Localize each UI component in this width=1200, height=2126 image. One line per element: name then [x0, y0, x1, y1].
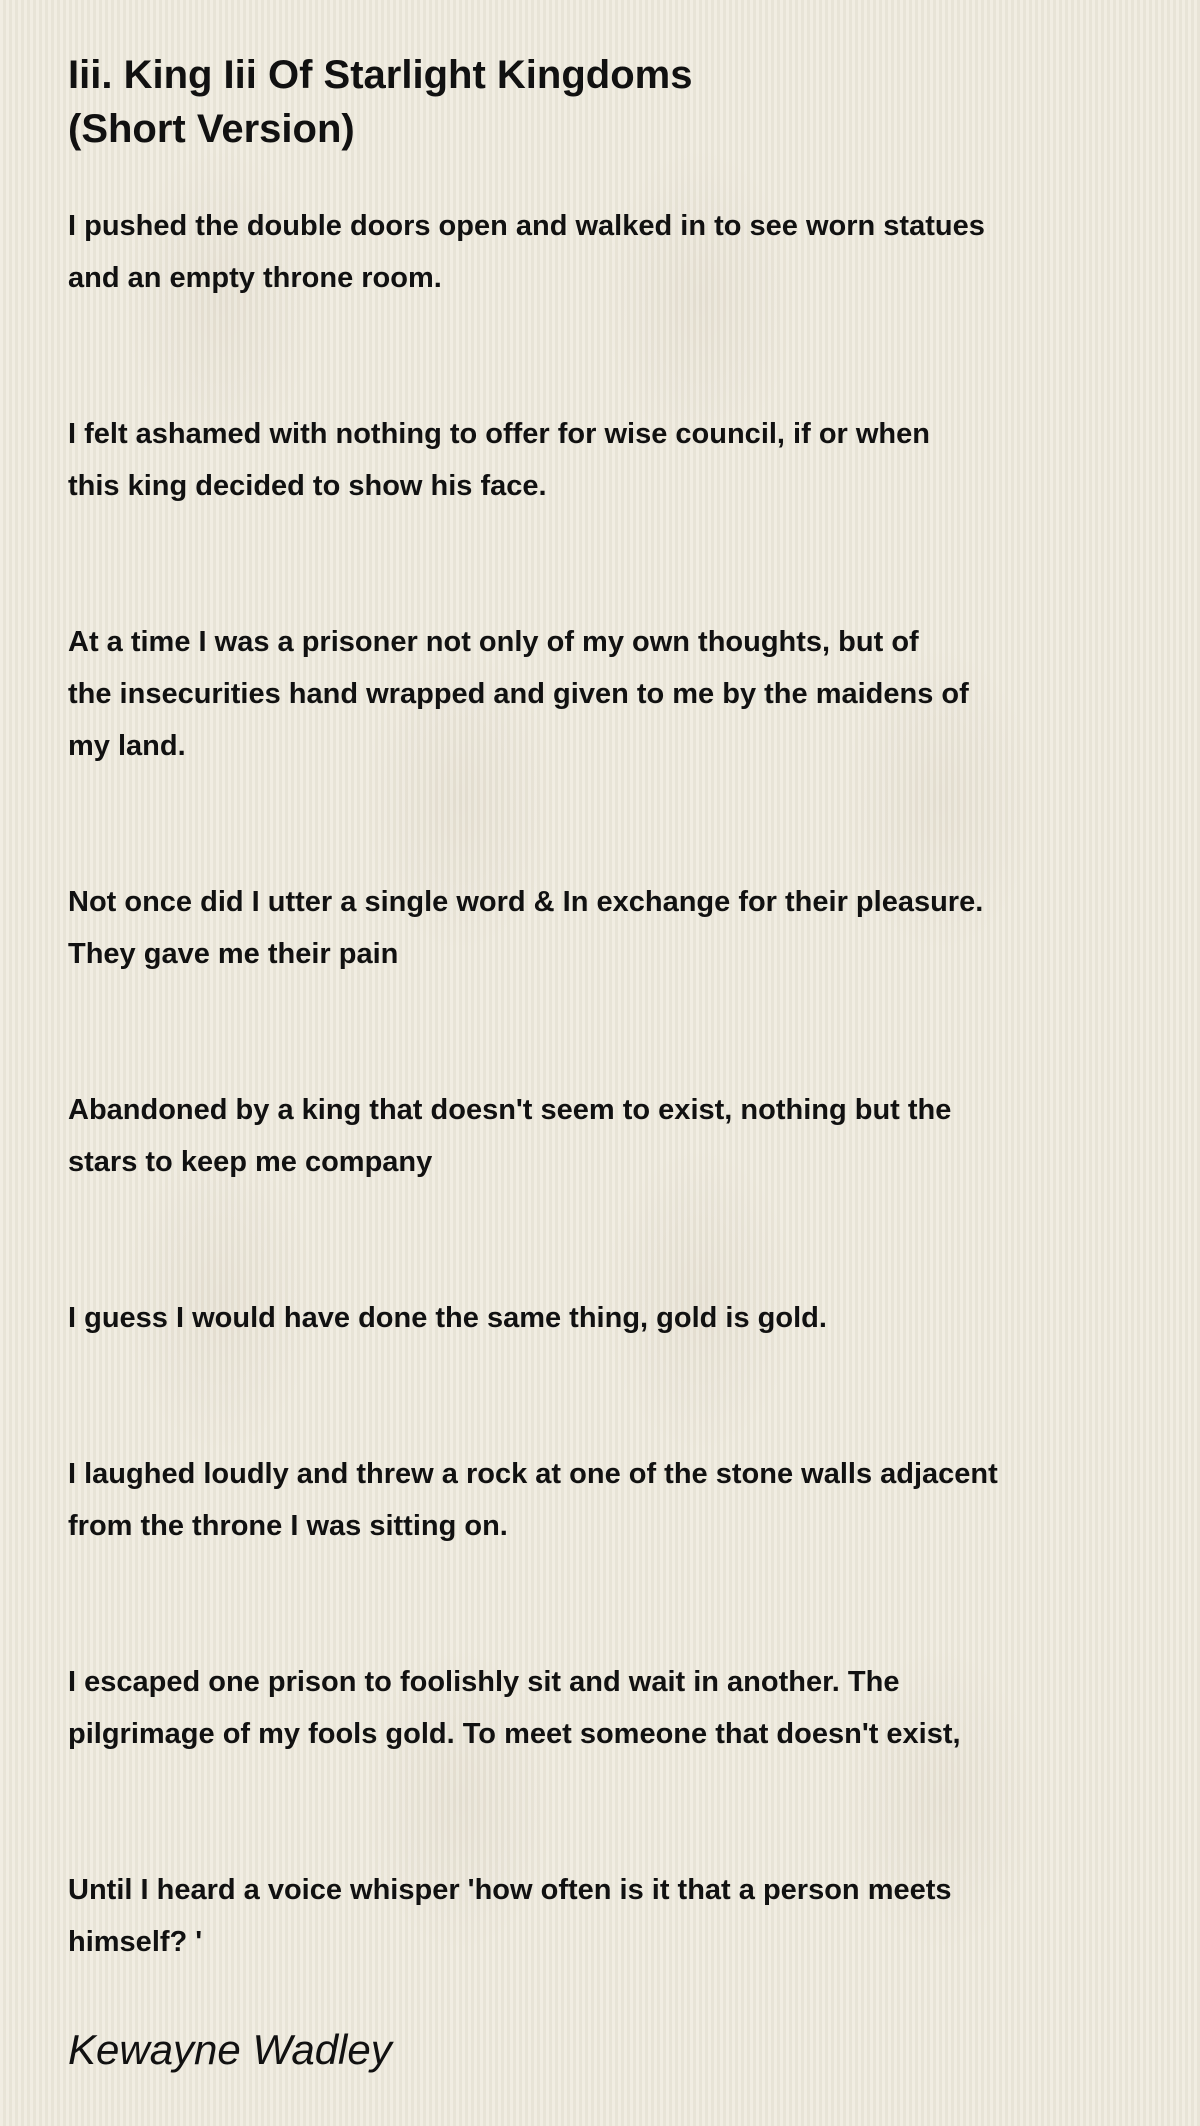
stanza-line: I laughed loudly and threw a rock at one of the stone walls adjacent: [68, 1458, 998, 1490]
stanza-line: They gave me their pain: [68, 938, 399, 970]
stanza-line: I pushed the double doors open and walked in to see worn statues: [68, 210, 985, 242]
stanza-line: and an empty throne room.: [68, 262, 442, 294]
stanza-line: I guess I would have done the same thing, gold is gold.: [68, 1302, 827, 1334]
stanza-line: my land.: [68, 730, 186, 762]
poem-author: Kewayne Wadley: [68, 2026, 392, 2073]
stanza-line: himself? ': [68, 1926, 203, 1958]
stanza: [68, 408, 1148, 512]
stanza: [68, 1448, 1148, 1552]
stanza: [68, 1864, 1148, 1968]
poem-container: [68, 48, 1148, 1968]
stanza: [68, 616, 1148, 772]
stanza-line: I felt ashamed with nothing to offer for wise council, if or when: [68, 418, 930, 450]
stanza: [68, 1292, 1148, 1344]
stanza-line: Until I heard a voice whisper 'how often is it that a person meets: [68, 1874, 952, 1906]
stanza-line: from the throne I was sitting on.: [68, 1510, 508, 1542]
stanza: [68, 200, 1148, 304]
stanza: [68, 876, 1148, 980]
stanza-line: At a time I was a prisoner not only of my own thoughts, but of: [68, 626, 919, 658]
stanza: [68, 1656, 1148, 1760]
stanza: [68, 1084, 1148, 1188]
poem-title-line: (Short Version): [68, 107, 355, 151]
stanza-line: pilgrimage of my fools gold. To meet someone that doesn't exist,: [68, 1718, 961, 1750]
poem-body: [68, 200, 1148, 1968]
stanza-line: Not once did I utter a single word & In exchange for their pleasure.: [68, 886, 984, 918]
stanza-line: this king decided to show his face.: [68, 470, 547, 502]
stanza-line: stars to keep me company: [68, 1146, 433, 1178]
poem-title: [68, 48, 1148, 156]
poem-title-line: Iii. King Iii Of Starlight Kingdoms: [68, 53, 693, 97]
stanza-line: I escaped one prison to foolishly sit and wait in another. The: [68, 1666, 900, 1698]
stanza-line: the insecurities hand wrapped and given to me by the maidens of: [68, 678, 969, 710]
stanza-line: Abandoned by a king that doesn't seem to exist, nothing but the: [68, 1094, 952, 1126]
